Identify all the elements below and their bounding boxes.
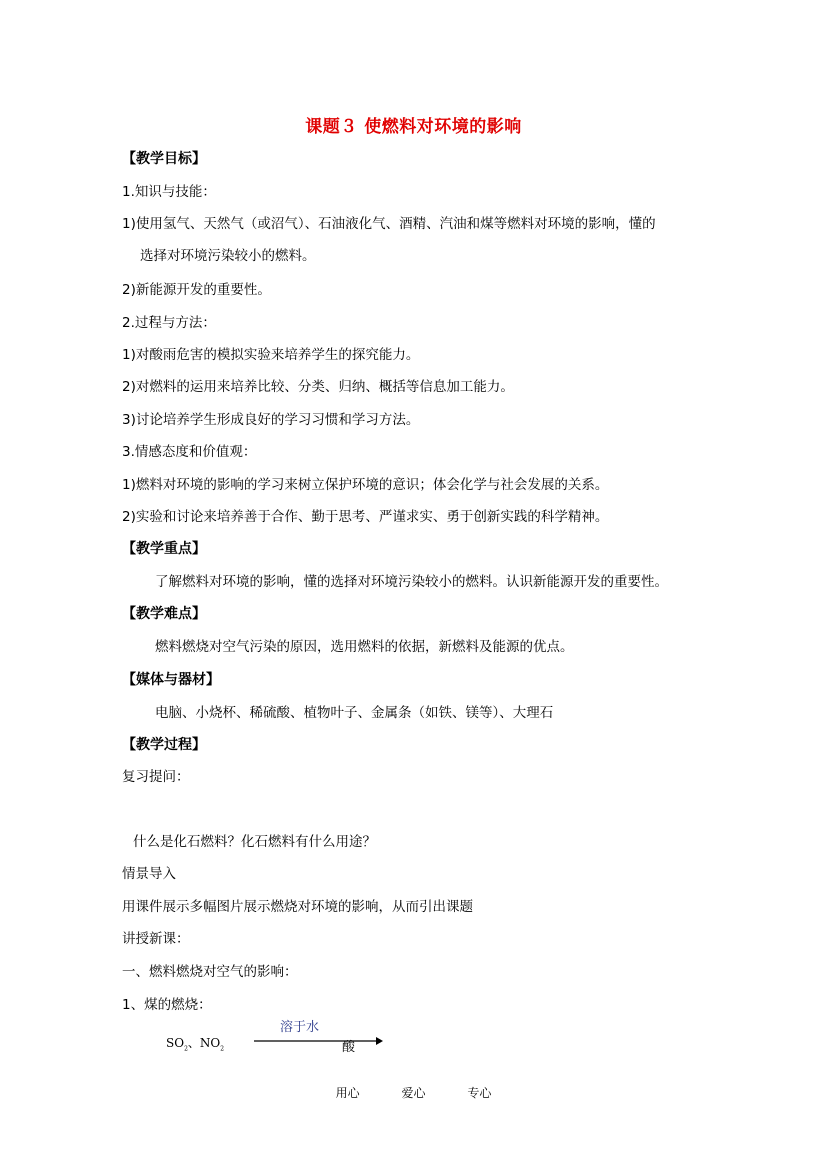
text-line: 复习提问： xyxy=(122,769,190,785)
text-line: 一、燃料燃烧对空气的影响： xyxy=(122,964,298,980)
text-line: 了解燃料对环境的影响，懂的选择对环境污染较小的燃料。认识新能源开发的重要性。 xyxy=(155,574,668,590)
text-line: 用课件展示多幅图片展示燃烧对环境的影响，从而引出课题 xyxy=(122,899,473,915)
text-line: 1.知识与技能： xyxy=(122,184,216,200)
heading-key-points: 【教学重点】 xyxy=(122,541,206,557)
heading-process: 【教学过程】 xyxy=(122,737,206,753)
arrow-top-label: 溶于水 xyxy=(280,1020,320,1035)
page-title: 课题３ 使燃料对环境的影响 xyxy=(305,117,522,137)
formula-separator: 、 xyxy=(187,1036,200,1050)
heading-teaching-goals: 【教学目标】 xyxy=(122,151,206,167)
text-line: 3)讨论培养学生形成良好的学习习惯和学习方法。 xyxy=(122,412,420,428)
arrow-bottom-label: 酸 xyxy=(342,1040,356,1055)
formula-sub: 2 xyxy=(220,1045,225,1053)
text-line: 2)对燃料的运用来培养比较、分类、归纳、概括等信息加工能力。 xyxy=(122,379,514,395)
text-line: 3.情感态度和价值观： xyxy=(122,444,257,460)
text-line: 1)燃料对环境的影响的学习来树立保护环境的意识；体会化学与社会发展的关系。 xyxy=(122,477,609,493)
formula-so: SO xyxy=(166,1036,185,1050)
reaction-arrow-icon xyxy=(254,1034,384,1048)
footer-word: 用心 xyxy=(335,1086,360,1100)
text-line: 2.过程与方法： xyxy=(122,315,216,331)
footer-word: 爱心 xyxy=(401,1086,426,1100)
text-line: 讲授新课： xyxy=(122,931,190,947)
text-line: 什么是化石燃料？化石燃料有什么用途？ xyxy=(133,834,376,850)
heading-media: 【媒体与器材】 xyxy=(122,672,220,688)
text-line: 情景导入 xyxy=(122,866,176,882)
footer-word: 专心 xyxy=(467,1086,492,1100)
text-line: 1)使用氢气、天然气（或沼气）、石油液化气、酒精、汽油和煤等燃料对环境的影响，懂的 xyxy=(122,216,656,232)
chemical-formula xyxy=(166,1034,224,1052)
text-line: 1、煤的燃烧： xyxy=(122,997,212,1013)
text-line: 燃料燃烧对空气污染的原因，选用燃料的依据，新燃料及能源的优点。 xyxy=(155,639,574,655)
formula-no: NO xyxy=(199,1036,221,1050)
page-footer xyxy=(0,1084,827,1101)
text-line: 选择对环境污染较小的燃料。 xyxy=(140,248,316,264)
text-line: 2)新能源开发的重要性。 xyxy=(122,282,271,298)
text-line: 1)对酸雨危害的模拟实验来培养学生的探究能力。 xyxy=(122,347,420,363)
text-line: 电脑、小烧杯、稀硫酸、植物叶子、金属条（如铁、镁等）、大理石 xyxy=(155,705,554,721)
heading-difficulties: 【教学难点】 xyxy=(122,606,206,622)
text-line: 2)实验和讨论来培养善于合作、勤于思考、严谨求实、勇于创新实践的科学精神。 xyxy=(122,509,609,525)
formula-sub: 2 xyxy=(184,1045,188,1053)
